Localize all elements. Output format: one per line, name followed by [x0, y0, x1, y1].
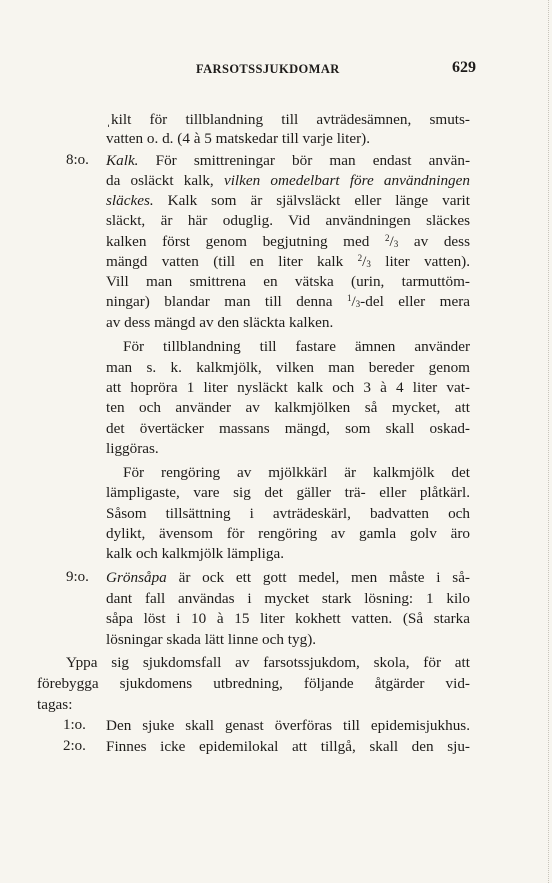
text-line: dylikt, ävensom för rengöring av gamla golv äro	[106, 525, 470, 542]
text-line: tagas:	[37, 696, 73, 713]
page-edge-right	[548, 0, 551, 883]
text-line: lämpligaste, vare sig det gäller trä- eller plåtkärl.	[106, 484, 470, 501]
text-line: att hopröra 1 liter nysläckt kalk och 3 à 4 liter vat-	[106, 379, 470, 396]
text-line: vatten o. d. (4 à 5 matskedar till varje liter).	[106, 130, 371, 147]
fraction: $^2/_3$	[357, 253, 371, 270]
text-line: av dess mängd av den släckta kalken.	[106, 314, 334, 331]
list-label: 1:o.	[63, 717, 86, 733]
text-line: För tillblandning till fastare ämnen använder	[123, 338, 470, 355]
text-line: dant fall användas i mycket stark lösning: 1 kilo	[106, 590, 470, 607]
text-line: Grönsåpa är ock ett gott medel, men måste i så-	[106, 569, 470, 586]
item-label: 9:o.	[66, 569, 89, 585]
text-line: släckes. Kalk som är självsläckt eller länge varit	[106, 192, 470, 209]
text-line: liggöras.	[106, 440, 159, 457]
item-title: Grönsåpa	[106, 569, 167, 586]
text-line: kalken först genom begjutning med $^2/_3$ av dess	[106, 233, 470, 250]
item-title: Kalk.	[106, 152, 139, 169]
text-line: da osläckt kalk, vilken omedelbart före användningen	[106, 172, 470, 189]
text-line: Kalk. För smittreningar bör man endast använ-	[106, 152, 470, 169]
text-line: Vill man smittrena en vätska (urin, tarmuttöm-	[106, 273, 470, 290]
fraction: $^1/_3$	[346, 293, 361, 310]
text-line: ˌkilt för tillblandning till avträdesämnen, smuts-	[106, 111, 470, 128]
text-line: det övertäcker massans mängd, som skall oskad-	[106, 420, 470, 437]
list-label: 2:o.	[63, 738, 86, 754]
text-line: lösningar skada lätt linne och tyg).	[106, 631, 317, 648]
text-line: kalk och kalkmjölk lämpliga.	[106, 545, 284, 562]
text-line: Såsom tillsättning i avträdeskärl, badvatten och	[106, 505, 470, 522]
text-line: ten och använder av kalkmjölken så mycket, att	[106, 399, 470, 416]
list-item: Finnes icke epidemilokal att tillgå, skall den sju-	[106, 738, 470, 755]
text-line: förebygga sjukdomens utbredning, följande åtgärder vid-	[37, 675, 470, 692]
text-line: såpa löst i 10 à 15 liter kokhett vatten. (Så starka	[106, 610, 470, 627]
text-line: mängd vatten (till en liter kalk $^2/_3$ liter vatten).	[106, 253, 471, 270]
page-number: 629	[452, 59, 476, 76]
text-line: Yppa sig sjukdomsfall av farsotssjukdom, skola, för att	[66, 654, 470, 671]
fraction: $^2/_3$	[384, 233, 399, 250]
item-label: 8:o.	[66, 152, 89, 168]
running-title: FARSOTSSJUKDOMAR	[196, 62, 340, 76]
text-line: För rengöring av mjölkkärl är kalkmjölk det	[123, 464, 470, 481]
list-item: Den sjuke skall genast överföras till epidemisjukhus.	[106, 717, 470, 734]
text-line: släckt, är här oduglig. Vid användningen släckes	[106, 212, 470, 229]
text-line: ningar) blandar man till denna $^1/_3$-del eller mera	[106, 293, 471, 310]
text-line: man s. k. kalkmjölk, vilken man bereder genom	[106, 359, 470, 376]
